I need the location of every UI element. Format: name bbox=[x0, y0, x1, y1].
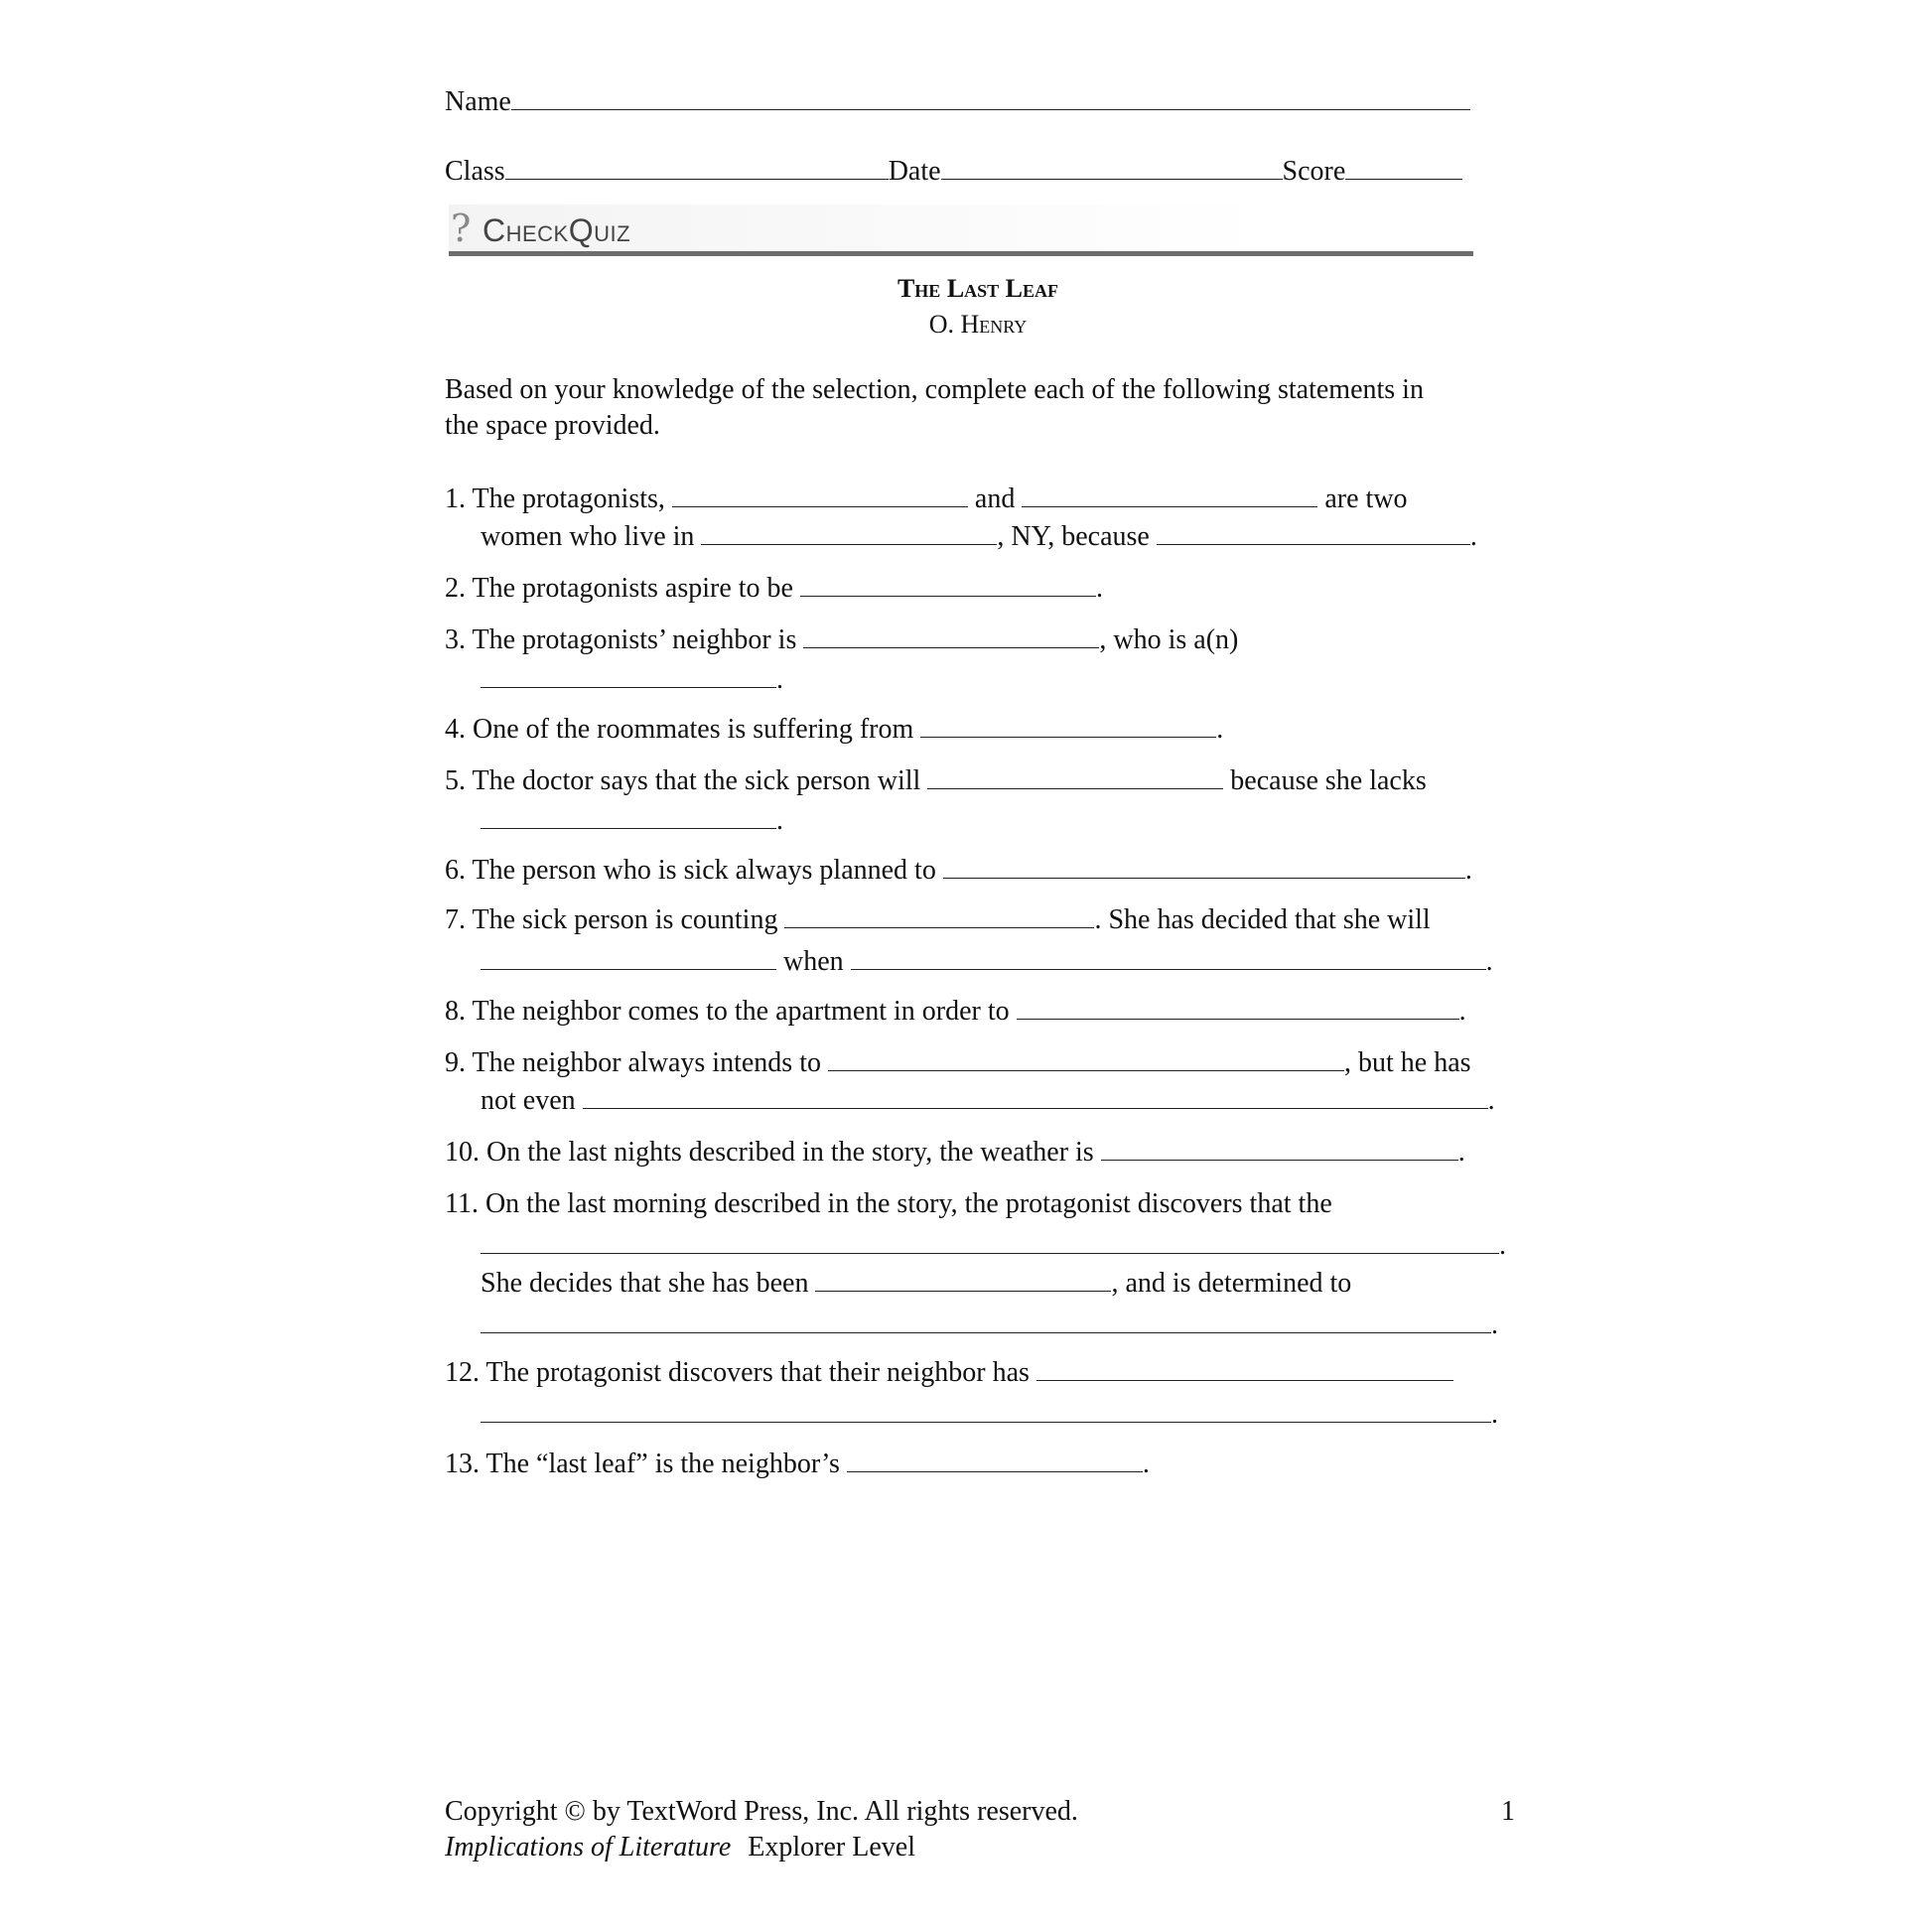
question-12-line-1: 12. The protagonist discovers that their neighbor has bbox=[445, 1356, 1453, 1390]
banner-brand: CheckQuiz bbox=[483, 212, 631, 248]
footer-copyright: Copyright © by TextWord Press, Inc. All rights reserved. bbox=[445, 1796, 1078, 1827]
question-9-line-1: 9. The neighbor always intends to , but he has bbox=[445, 1047, 1471, 1078]
answer-blank[interactable] bbox=[920, 715, 1216, 738]
footer-page-number: 1 bbox=[1501, 1796, 1515, 1827]
question-6: 6. The person who is sick always planned to . bbox=[445, 855, 1472, 886]
answer-blank[interactable] bbox=[927, 766, 1223, 789]
instructions-line-1: Based on your knowledge of the selection, complete each of the following statements in bbox=[445, 374, 1424, 405]
answer-blank[interactable] bbox=[583, 1086, 1488, 1109]
question-11-line-4: . bbox=[481, 1309, 1498, 1342]
name-field-row bbox=[445, 85, 1470, 119]
question-11-line-2: . bbox=[481, 1229, 1506, 1263]
name-input-line[interactable] bbox=[511, 85, 1470, 110]
answer-blank[interactable] bbox=[481, 1231, 1499, 1254]
date-label: Date bbox=[888, 156, 941, 187]
story-author: O. Henry bbox=[928, 310, 1028, 339]
answer-blank[interactable] bbox=[1101, 1138, 1458, 1161]
question-12-line-2: . bbox=[481, 1398, 1498, 1432]
question-7-line-1: 7. The sick person is counting . She has decided that she will bbox=[445, 904, 1431, 935]
answer-blank[interactable] bbox=[1157, 522, 1470, 545]
question-1-line-1: 1. The protagonists, and are two bbox=[445, 483, 1408, 514]
date-input-line[interactable] bbox=[941, 155, 1283, 180]
answer-blank[interactable] bbox=[481, 1400, 1491, 1423]
footer-book-line bbox=[445, 1831, 915, 1864]
question-8: 8. The neighbor comes to the apartment in order to . bbox=[445, 996, 1466, 1027]
question-9-line-2: not even . bbox=[481, 1085, 1495, 1116]
question-5-line-1: 5. The doctor says that the sick person will because she lacks bbox=[445, 765, 1427, 796]
answer-blank[interactable] bbox=[943, 856, 1465, 879]
checkquiz-banner bbox=[447, 205, 1475, 256]
question-4: 4. One of the roommates is suffering from . bbox=[445, 714, 1224, 745]
question-mark-icon: ? bbox=[451, 207, 472, 250]
question-11-line-3: She decides that she has been , and is determined to bbox=[481, 1268, 1352, 1299]
class-label: Class bbox=[445, 156, 505, 187]
answer-blank[interactable] bbox=[847, 1449, 1143, 1472]
question-5-line-2: . bbox=[481, 804, 783, 838]
answer-blank[interactable] bbox=[828, 1048, 1344, 1071]
instructions-line-2: the space provided. bbox=[445, 410, 660, 441]
question-3-line-1: 3. The protagonists’ neighbor is , who is a(n) bbox=[445, 624, 1239, 655]
answer-blank[interactable] bbox=[1017, 997, 1459, 1020]
answer-blank[interactable] bbox=[701, 522, 997, 545]
answer-blank[interactable] bbox=[784, 905, 1094, 928]
banner-rule bbox=[449, 251, 1473, 256]
name-label: Name bbox=[445, 86, 511, 117]
score-label: Score bbox=[1282, 156, 1346, 187]
answer-blank[interactable] bbox=[481, 947, 776, 970]
answer-blank[interactable] bbox=[851, 947, 1486, 970]
answer-blank[interactable] bbox=[481, 665, 776, 688]
question-11-line-1: 11. On the last morning described in the story, the protagonist discovers that the bbox=[445, 1188, 1332, 1219]
answer-blank[interactable] bbox=[481, 806, 776, 829]
answer-blank[interactable] bbox=[800, 574, 1096, 597]
score-input-line[interactable] bbox=[1345, 155, 1462, 180]
footer-level: Explorer Level bbox=[748, 1832, 915, 1863]
question-10: 10. On the last nights described in the story, the weather is . bbox=[445, 1137, 1465, 1168]
answer-blank[interactable] bbox=[672, 484, 968, 507]
question-3-line-2: . bbox=[481, 663, 783, 697]
answer-blank[interactable] bbox=[481, 1311, 1491, 1333]
class-input-line[interactable] bbox=[505, 155, 889, 180]
answer-blank[interactable] bbox=[1036, 1358, 1453, 1381]
footer-book-title: Implications of Literature bbox=[445, 1832, 732, 1863]
answer-blank[interactable] bbox=[815, 1269, 1111, 1292]
story-title: The Last Leaf bbox=[897, 274, 1059, 303]
question-7-line-2: when . bbox=[481, 945, 1493, 979]
answer-blank[interactable] bbox=[803, 625, 1099, 648]
class-date-score-row bbox=[445, 155, 1462, 189]
question-1-line-2: women who live in , NY, because . bbox=[481, 521, 1477, 552]
answer-blank[interactable] bbox=[1022, 484, 1317, 507]
question-2: 2. The protagonists aspire to be . bbox=[445, 573, 1103, 604]
question-13: 13. The “last leaf” is the neighbor’s . bbox=[445, 1449, 1150, 1479]
